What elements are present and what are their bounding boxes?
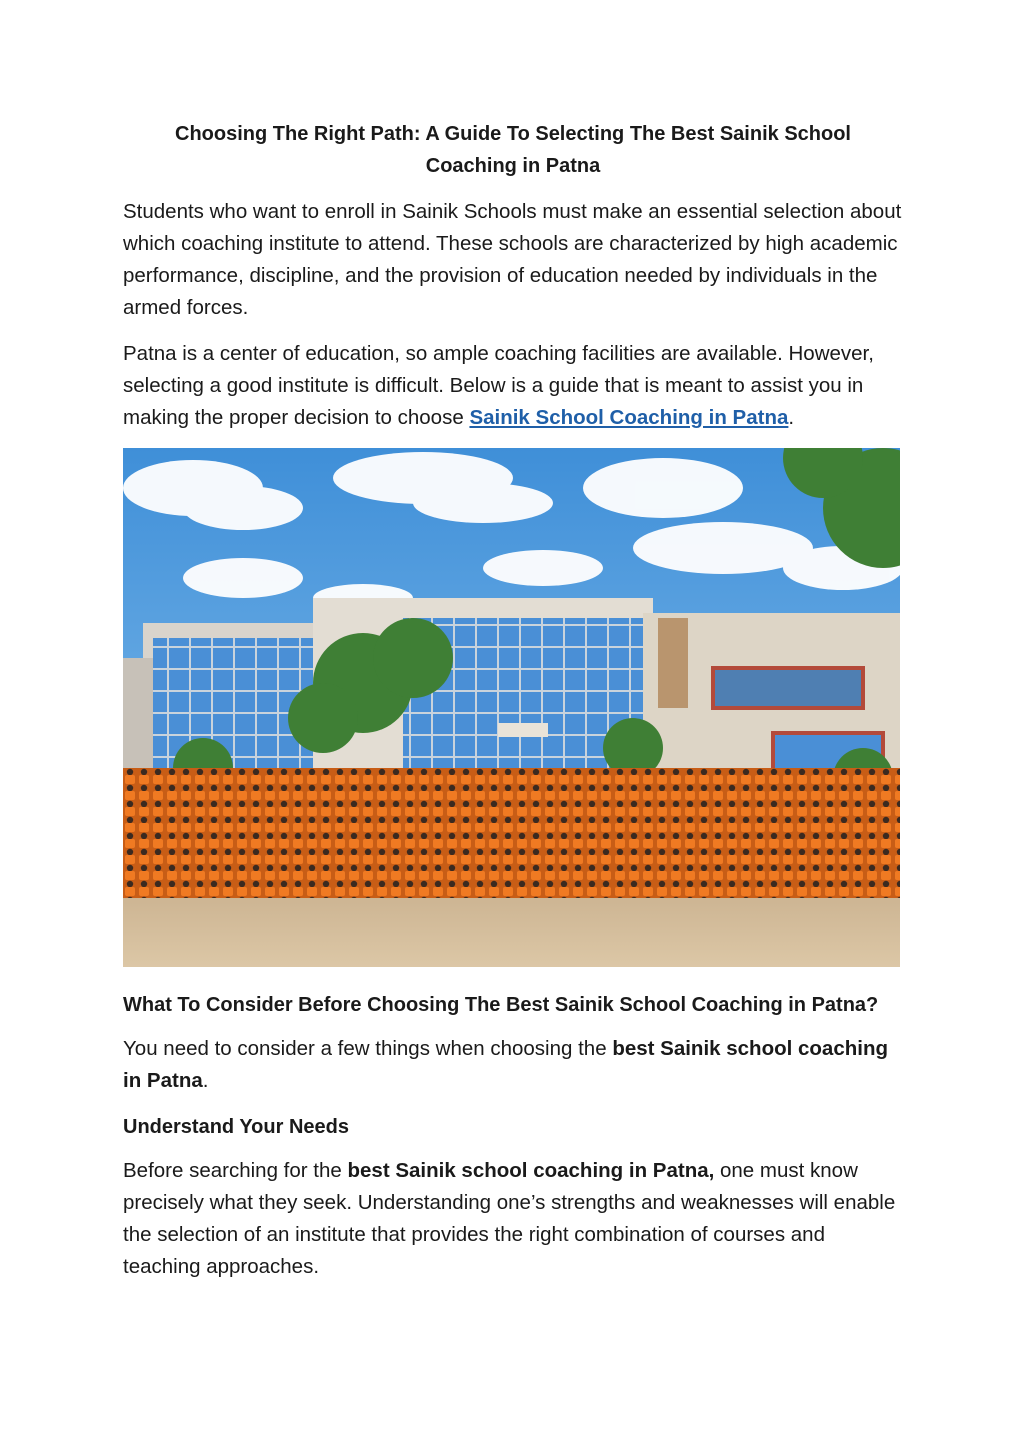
consider-text: You need to consider a few things when choosing the <box>123 1037 613 1060</box>
document-page <box>123 118 903 1297</box>
title-line-1: Choosing The Right Path: A Guide To Selecting The Best Sainik School <box>175 123 851 145</box>
consider-heading: What To Consider Before Choosing The Best Sainik School Coaching in Patna? <box>123 994 879 1016</box>
needs-text-end: one must know precisely what they seek. Understanding one’s strengths and weaknesses will enable the selection of an institute that provides the right combination of courses and teaching approaches. <box>123 1159 896 1278</box>
title-line-2: Coaching in Patna <box>425 155 601 177</box>
consider-paragraph <box>123 1033 903 1097</box>
needs-paragraph <box>123 1155 903 1283</box>
sainik-coaching-link[interactable]: Sainik School Coaching in Patna <box>469 406 789 429</box>
consider-bold-text: best Sainik school coaching in Patna <box>123 1037 888 1092</box>
patna-paragraph <box>123 338 903 434</box>
patna-paragraph-end: . <box>788 406 795 429</box>
intro-paragraph: Students who want to enroll in Sainik Schools must make an essential selection about which coaching institute to attend. These schools are characterized by high academic performance, discipline, and the provision of education needed by individuals in the armed forces. <box>123 200 902 319</box>
needs-bold-text: best Sainik school coaching in Patna, <box>347 1159 715 1182</box>
needs-heading: Understand Your Needs <box>123 1116 349 1138</box>
document-title <box>123 118 903 182</box>
school-students-photo <box>123 448 900 967</box>
consider-end: . <box>202 1069 209 1092</box>
needs-text-start: Before searching for the <box>123 1159 348 1182</box>
patna-paragraph-text: Patna is a center of education, so ample coaching facilities are available. However, selecting a good institute is difficult. Below is a guide that is meant to assist you in making the proper decision to choose <box>123 342 874 429</box>
